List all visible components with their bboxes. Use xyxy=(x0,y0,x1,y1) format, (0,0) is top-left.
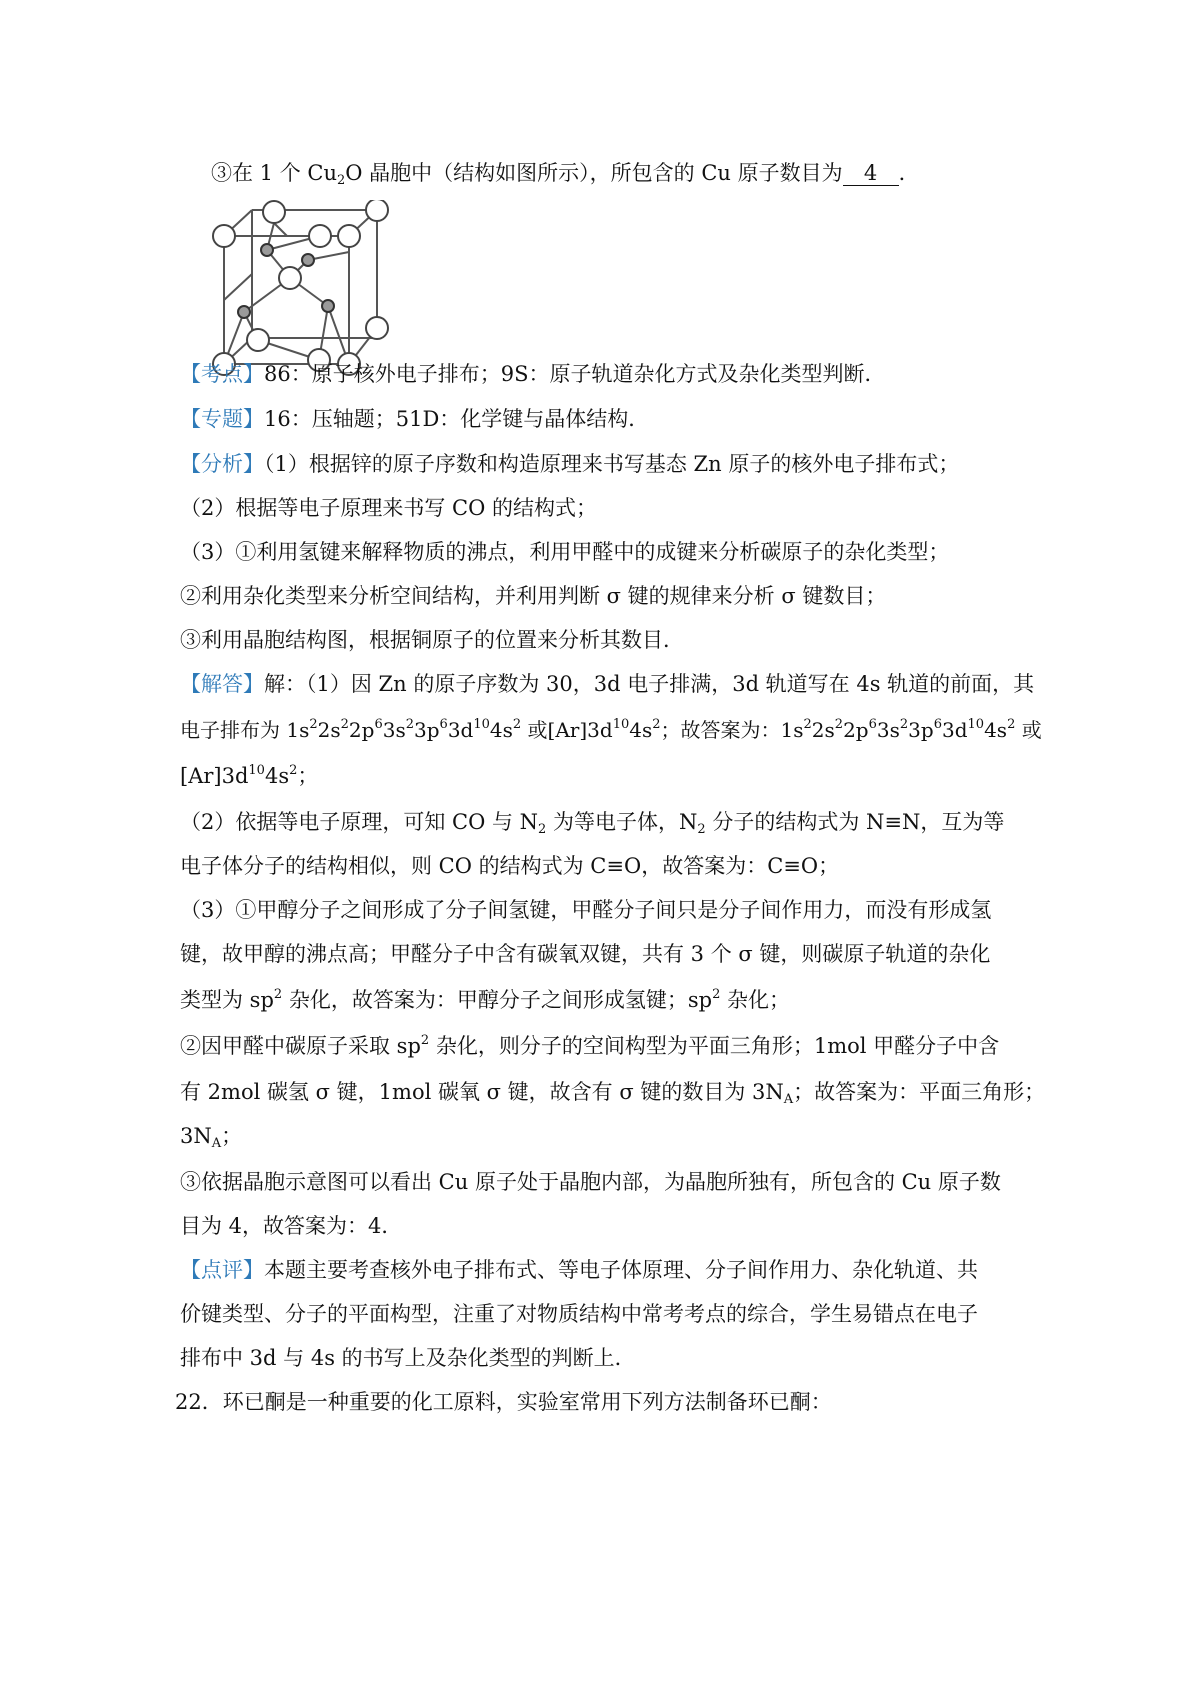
jieda-line-11: $3N_A$； xyxy=(180,1124,243,1151)
fenxi-line-5: ③利用晶胞结构图，根据铜原子的位置来分析其数目． xyxy=(180,628,684,652)
fenxi-tag: 【分析】 xyxy=(180,452,264,476)
question-3-line: ③在 1 个 $Cu_2O$ 晶胞中（结构如图所示），所包含的 Cu 原子数目为 4 ． xyxy=(211,161,920,188)
kaodian-line: 【考点】86：原子核外电子排布；9S：原子轨道杂化方式及杂化类型判断． xyxy=(180,362,886,386)
jieda-line-7: 键，故甲醇的沸点高；甲醛分子中含有碳氧双键，共有 3 个 σ 键，则碳原子轨道的杂化 xyxy=(180,942,991,966)
answer-blank: 4 xyxy=(843,161,899,186)
jieda-tag: 【解答】 xyxy=(180,672,264,696)
jieda-line-10: 有 2mol 碳氢 σ 键，1mol 碳氧 σ 键，故含有 σ 键的数目为 $3N_A$；故答案为：平面三角形； xyxy=(180,1080,1046,1107)
jieda-line-8: 类型为 $sp^2$ 杂化，故答案为：甲醇分子之间形成氢键；$sp^2$ 杂化； xyxy=(180,987,791,1012)
cu2o-unit-cell-figure xyxy=(212,200,412,380)
dianping-line-3: 排布中 3d 与 4s 的书写上及杂化类型的判断上． xyxy=(180,1346,636,1370)
electron-config-short: $[Ar]3d^{10}4s^2$ xyxy=(547,717,661,742)
fenxi-line-2: （2）根据等电子原理来书写 CO 的结构式； xyxy=(180,496,597,520)
kaodian-tag: 【考点】 xyxy=(180,362,264,386)
zhuanti-tag: 【专题】 xyxy=(180,407,264,431)
jieda-line-6: （3）①甲醇分子之间形成了分子间氢键，甲醛分子间只是分子间作用力，而没有形成氢 xyxy=(180,898,992,922)
jieda-line-1: 【解答】解：（1）因 Zn 的原子序数为 30，3d 电子排满，3d 轨道写在 4s 轨道的前面，其 xyxy=(180,672,1035,696)
fenxi-line-3: （3）①利用氢键来解释物质的沸点，利用甲醛中的成键来分析碳原子的杂化类型； xyxy=(180,540,950,564)
electron-config-answer: $1s^22s^22p^63s^23p^63d^{10}4s^2$ xyxy=(780,717,1016,742)
jieda-line-13: 目为 4，故答案为：4． xyxy=(180,1214,403,1238)
zhuanti-line: 【专题】16：压轴题；51D：化学键与晶体结构． xyxy=(180,407,650,431)
jieda-line-5: 电子体分子的结构相似，则 CO 的结构式为 C≡O，故答案为：C≡O； xyxy=(180,854,840,878)
electron-config-answer-short: $[Ar]3d^{10}4s^2$ xyxy=(180,763,298,788)
fenxi-line-4: ②利用杂化类型来分析空间结构，并利用判断 σ 键的规律来分析 σ 键数目； xyxy=(180,584,887,608)
dianping-line-2: 价键类型、分子的平面构型，注重了对物质结构中常考考点的综合，学生易错点在电子 xyxy=(180,1302,978,1326)
dianping-tag: 【点评】 xyxy=(180,1258,264,1282)
jieda-line-9: ②因甲醛中碳原子采取 $sp^2$ 杂化，则分子的空间构型为平面三角形；1mol 甲醛分子中含 xyxy=(180,1033,1000,1058)
dianping-line-1: 【点评】本题主要考查核外电子排布式、等电子体原理、分子间作用力、杂化轨道、共 xyxy=(180,1258,978,1282)
electron-config: $1s^22s^22p^63s^23p^63d^{10}4s^2$ xyxy=(286,717,522,742)
jieda-line-4: （2）依据等电子原理，可知 CO 与 $N_2$ 为等电子体，$N_2$ 分子的结构式为 N≡N，互为等 xyxy=(180,810,1005,837)
fenxi-line-1: 【分析】（1）根据锌的原子序数和构造原理来书写基态 Zn 原子的核外电子排布式； xyxy=(180,452,960,476)
jieda-line-12: ③依据晶胞示意图可以看出 Cu 原子处于晶胞内部，为晶胞所独有，所包含的 Cu 原子数 xyxy=(180,1170,1001,1194)
jieda-line-2: 电子排布为 $1s^22s^22p^63s^23p^63d^{10}4s^2$ 或$[Ar]3d^{10}4s^2$；故答案为：$1s^22s^22p^63s^23p^63d^{10}4s^2$ 或 xyxy=(180,717,1042,742)
question-22-line: 22．环已酮是一种重要的化工原料，实验室常用下列方法制备环已酮： xyxy=(175,1390,832,1414)
question-number: 22． xyxy=(175,1390,223,1414)
jieda-line-3: $[Ar]3d^{10}4s^2$； xyxy=(180,763,319,788)
